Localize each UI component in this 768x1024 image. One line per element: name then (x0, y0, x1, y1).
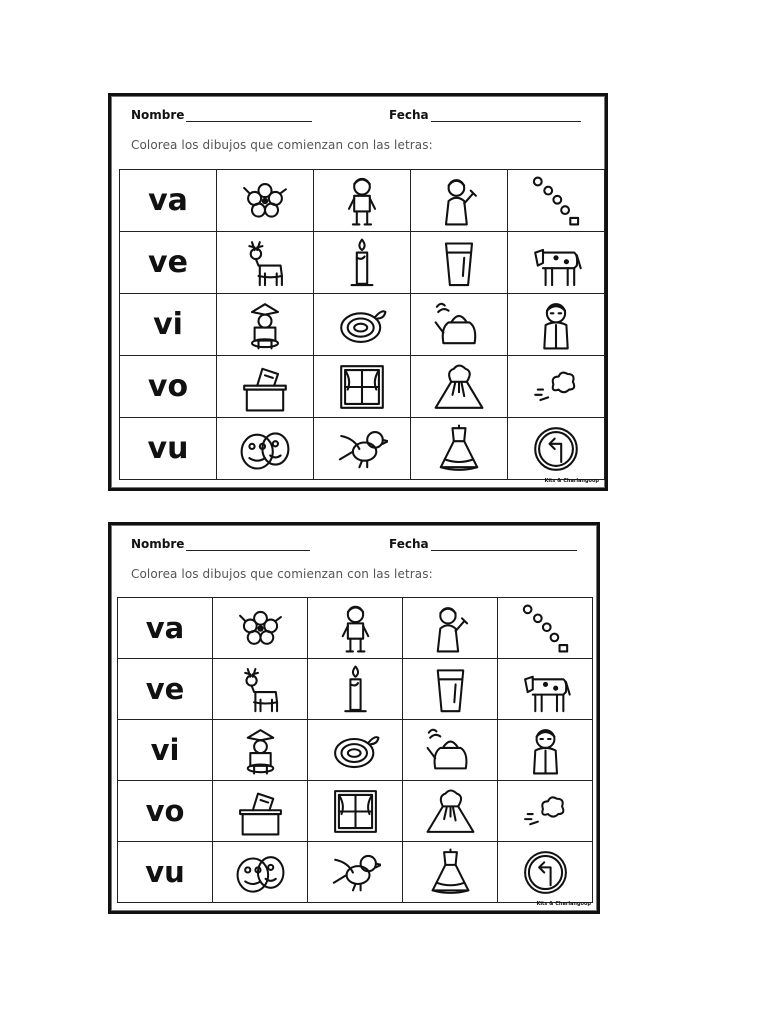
turn-sign-icon[interactable] (520, 847, 571, 898)
picture-cell[interactable] (403, 781, 498, 842)
candle-icon[interactable] (330, 664, 381, 715)
grid-row (118, 720, 593, 781)
old-man-icon[interactable] (520, 725, 571, 776)
syllable-label: ve (118, 659, 213, 720)
cow-icon[interactable] (520, 664, 571, 715)
snake-icon[interactable] (336, 299, 388, 351)
picture-cell[interactable] (411, 356, 508, 418)
monsters-icon[interactable] (235, 847, 286, 898)
picture-cell[interactable] (411, 418, 508, 480)
volcano-icon[interactable] (433, 361, 485, 413)
picture-cell[interactable] (217, 418, 314, 480)
grid-row (120, 170, 605, 232)
name-label: Nombre (131, 108, 185, 122)
picture-cell[interactable] (508, 418, 605, 480)
boy-icon[interactable] (330, 603, 381, 654)
window-icon[interactable] (336, 361, 388, 413)
picture-cell[interactable] (308, 781, 403, 842)
picture-cell[interactable] (411, 232, 508, 294)
ballot-box-icon[interactable] (239, 361, 291, 413)
syllable-label: vi (120, 294, 217, 356)
picture-cell[interactable] (314, 170, 411, 232)
picture-cell[interactable] (403, 659, 498, 720)
picture-cell[interactable] (403, 598, 498, 659)
sick-child-icon[interactable] (433, 175, 485, 227)
picture-cell[interactable] (314, 356, 411, 418)
picture-cell[interactable] (498, 659, 593, 720)
date-label: Fecha (389, 108, 429, 122)
kettle-icon[interactable] (425, 725, 476, 776)
syllable-label: vu (118, 842, 213, 903)
flower-icon[interactable] (239, 175, 291, 227)
grid-row (120, 356, 605, 418)
grid-row (120, 294, 605, 356)
deer-icon[interactable] (239, 237, 291, 289)
sick-child-icon[interactable] (425, 603, 476, 654)
picture-cell[interactable] (213, 659, 308, 720)
window-icon[interactable] (330, 786, 381, 837)
picture-cell[interactable] (498, 842, 593, 903)
grid-row (120, 232, 605, 294)
picture-cell[interactable] (213, 720, 308, 781)
picture-cell[interactable] (314, 232, 411, 294)
worksheet-header (131, 106, 585, 126)
picture-cell[interactable] (508, 294, 605, 356)
picture-cell[interactable] (403, 842, 498, 903)
picture-cell[interactable] (508, 356, 605, 418)
vowels-icon[interactable] (530, 175, 582, 227)
picture-cell[interactable] (213, 598, 308, 659)
syllable-label: vo (120, 356, 217, 418)
police-icon[interactable] (239, 299, 291, 351)
cow-icon[interactable] (530, 237, 582, 289)
picture-cell[interactable] (217, 294, 314, 356)
syllable-grid (117, 597, 593, 903)
dress-icon[interactable] (433, 423, 485, 475)
picture-cell[interactable] (314, 418, 411, 480)
date-field[interactable] (431, 109, 581, 122)
flower-icon[interactable] (235, 603, 286, 654)
deer-icon[interactable] (235, 664, 286, 715)
picture-cell[interactable] (308, 598, 403, 659)
picture-cell[interactable] (217, 232, 314, 294)
picture-cell[interactable] (498, 598, 593, 659)
syllable-label: va (120, 170, 217, 232)
syllable-label: vi (118, 720, 213, 781)
candle-icon[interactable] (336, 237, 388, 289)
volcano-icon[interactable] (425, 786, 476, 837)
bird-icon[interactable] (330, 847, 381, 898)
syllable-grid (119, 169, 605, 480)
picture-cell[interactable] (213, 781, 308, 842)
picture-cell[interactable] (508, 170, 605, 232)
boy-icon[interactable] (336, 175, 388, 227)
picture-cell[interactable] (308, 842, 403, 903)
grid-row (118, 598, 593, 659)
grid-row (118, 781, 593, 842)
bird-icon[interactable] (336, 423, 388, 475)
instruction-text: Colorea los dibujos que comienzan con las letras: (131, 138, 433, 152)
ballot-box-icon[interactable] (235, 786, 286, 837)
police-icon[interactable] (235, 725, 286, 776)
syllable-label: ve (120, 232, 217, 294)
picture-cell[interactable] (217, 170, 314, 232)
steam-icon[interactable] (530, 361, 582, 413)
picture-cell[interactable] (217, 356, 314, 418)
instruction-text: Colorea los dibujos que comienzan con las letras: (131, 567, 433, 581)
dress-icon[interactable] (425, 847, 476, 898)
picture-cell[interactable] (314, 294, 411, 356)
worksheet-header (131, 535, 577, 555)
picture-cell[interactable] (498, 720, 593, 781)
worksheet-1 (108, 93, 608, 491)
picture-cell[interactable] (308, 659, 403, 720)
credit-text: Kits & Charlangoop (544, 478, 599, 484)
name-field[interactable] (186, 538, 310, 551)
grid-row (120, 418, 605, 480)
picture-cell[interactable] (498, 781, 593, 842)
date-label: Fecha (389, 537, 429, 551)
name-label: Nombre (131, 537, 185, 551)
turn-sign-icon[interactable] (530, 423, 582, 475)
date-field[interactable] (431, 538, 577, 551)
picture-cell[interactable] (403, 720, 498, 781)
worksheet-2 (108, 522, 600, 914)
picture-cell[interactable] (508, 232, 605, 294)
syllable-label: vu (120, 418, 217, 480)
picture-cell[interactable] (411, 294, 508, 356)
steam-icon[interactable] (520, 786, 571, 837)
name-field[interactable] (186, 109, 312, 122)
old-man-icon[interactable] (530, 299, 582, 351)
credit-text: Kits & Charlangoop (536, 901, 591, 907)
grid-row (118, 842, 593, 903)
syllable-label: va (118, 598, 213, 659)
grid-row (118, 659, 593, 720)
picture-cell[interactable] (411, 170, 508, 232)
kettle-icon[interactable] (433, 299, 485, 351)
picture-cell[interactable] (213, 842, 308, 903)
monsters-icon[interactable] (239, 423, 291, 475)
syllable-label: vo (118, 781, 213, 842)
snake-icon[interactable] (330, 725, 381, 776)
vowels-icon[interactable] (520, 603, 571, 654)
glass-icon[interactable] (433, 237, 485, 289)
glass-icon[interactable] (425, 664, 476, 715)
picture-cell[interactable] (308, 720, 403, 781)
